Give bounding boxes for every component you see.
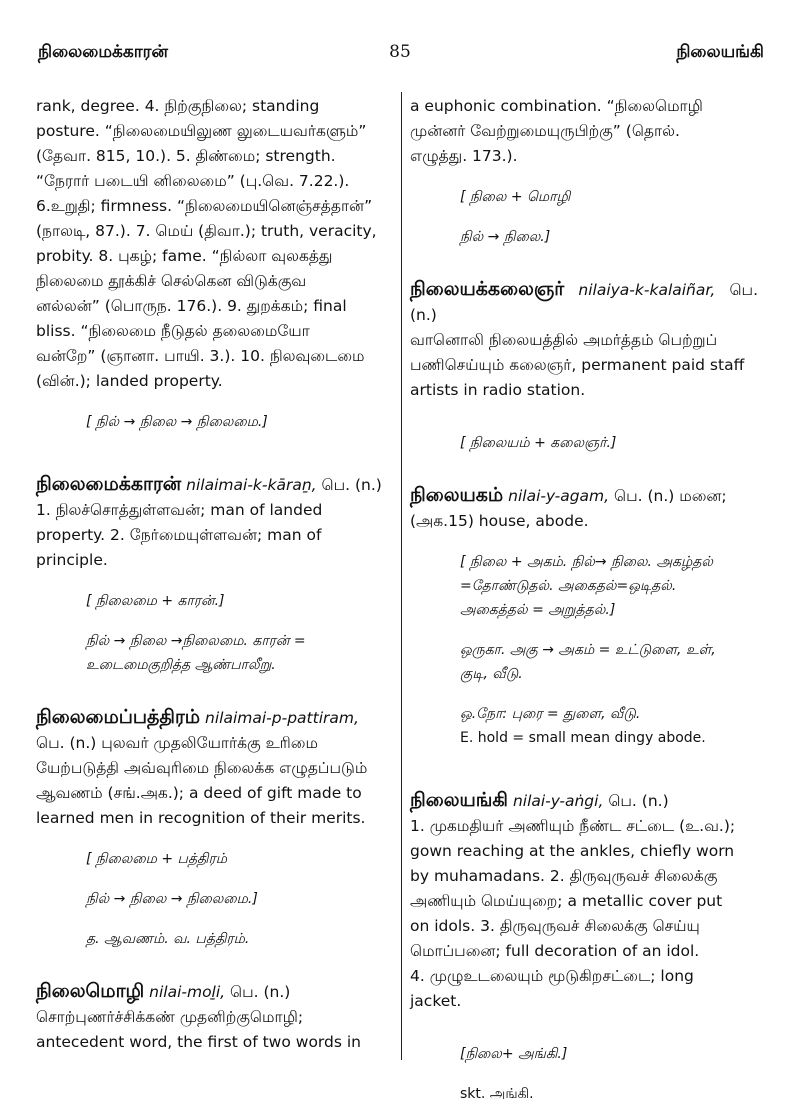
definition-line: வன்றே” (ஞானா. பாயி. 3.). 10. நிலவுடைமை <box>36 347 365 365</box>
definition-line: யேற்படுத்தி அவ்வுரிமை நிலைக்க எழுதப்படும் <box>36 759 368 777</box>
definition-line: a euphonic combination. “நிலைமொழி <box>410 97 703 115</box>
definition-line: முன்னர் வேற்றுமையுருபிற்கு” (தொல். <box>410 122 680 140</box>
part-of-speech: பெ. (n.) <box>410 281 758 324</box>
etymology-note: E. hold = small mean dingy abode. <box>460 730 706 746</box>
definition-line: எழுத்து. 173.). <box>410 147 518 165</box>
definition-line: பணிசெய்யும் கலைஞர், permanent paid staff <box>410 356 745 374</box>
entry-heading <box>36 472 389 498</box>
right-column <box>410 94 758 1106</box>
part-of-speech: பெ. (n.) <box>608 792 669 810</box>
left-column <box>36 94 389 1055</box>
definition-line: ஆவணம் (சங்.அக.); a deed of gift made to <box>36 784 362 802</box>
etymology: [ நிலையம் + கலைஞர்.] <box>460 435 617 451</box>
etymology: [ நிலை + அகம். நில்→ நிலை. அகழ்தல் <box>460 554 713 570</box>
entry-nilaimozhi <box>36 979 389 1055</box>
etymology-note: நில் → நிலை → நிலைமை.] <box>86 891 258 907</box>
definition-line: (வின்.); landed property. <box>36 372 223 390</box>
definition-line: by muhamadans. 2. திருவுருவச் சிலைக்கு <box>410 867 718 885</box>
etymology-note: நில் → நிலை →நிலைமை. காரன் = <box>86 633 306 649</box>
transliteration: nilaimai-p-pattiram, <box>205 709 359 727</box>
headword: நிலையங்கி <box>410 789 508 811</box>
entry-nilaiyangi <box>410 788 758 1106</box>
definition-line: னல்லன்” (பொருந. 176.). 9. துறக்கம்; final <box>36 297 347 315</box>
etymology: [நிலை+ அங்கி.] <box>460 1046 568 1062</box>
definition-line: பெ. (n.) புலவர் முதலியோர்க்கு உரிமை <box>36 734 318 752</box>
part-of-speech: பெ. (n.) <box>230 983 291 1001</box>
definition-line: property. 2. நேர்மையுள்ளவன்; man of <box>36 526 322 544</box>
etymology-note: த. ஆவணம். வ. பத்திரம். <box>86 931 250 947</box>
entry-heading <box>410 277 758 328</box>
transliteration: nilai-y-agam, <box>508 487 610 505</box>
definition-line: “நேரார் படையி னிலைமை” (பு.வெ. 7.22.). <box>36 172 350 190</box>
definition-line: gown reaching at the ankles, chiefly worn <box>410 842 735 860</box>
definition-line: principle. <box>36 551 108 569</box>
part-of-speech: பெ. (n.) <box>321 476 382 494</box>
etymology-note: நில் → நிலை.] <box>460 229 551 245</box>
definition-line: (அக.15) house, abode. <box>410 512 589 530</box>
definition-line: bliss. “நிலைமை நீடுதல் தலைமையோ <box>36 322 310 340</box>
definition-line: 1. முகமதியர் அணியும் நீண்ட சட்டை (உ.வ.); <box>410 817 736 835</box>
header-right-guide-word: நிலையங்கி <box>676 42 764 62</box>
entry-heading <box>36 705 389 731</box>
definition-line: posture. “நிலைமையிலுண லுடையவர்களும்” <box>36 122 367 140</box>
transliteration: nilaiya-k-kalaiñar, <box>578 281 716 299</box>
headword: நிலையக்கலைஞர் <box>410 278 565 300</box>
entry-nilaimaippattiram <box>36 705 389 951</box>
transliteration: nilai-y-aṅgi, <box>512 792 604 810</box>
page-number: 85 <box>389 42 411 62</box>
entry-heading <box>36 979 389 1005</box>
headword: நிலைமொழி <box>36 980 145 1002</box>
definition-line: அணியும் மெய்யுறை; a metallic cover put <box>410 892 723 910</box>
definition-line: rank, degree. 4. நிற்குநிலை; standing <box>36 97 320 115</box>
definition-line: 4. முழுஉடலையும் மூடுகிறசட்டை; long <box>410 967 694 985</box>
definition-line: antecedent word, the first of two words in <box>36 1033 361 1051</box>
transliteration: nilaimai-k-kāraṉ, <box>186 476 317 494</box>
etymology-note: ஒருகா. அகு → அகம் = உட்டுளை, உள், <box>460 642 716 658</box>
definition-line: (தேவா. 815, 10.). 5. திண்மை; strength. <box>36 147 336 165</box>
definition-line: artists in radio station. <box>410 381 586 399</box>
definition-line: jacket. <box>410 992 462 1010</box>
definition-line: நிலைமை தூக்கிச் செல்கென விடுக்குவ <box>36 272 307 290</box>
etymology: [ நிலை + மொழி <box>460 189 571 205</box>
entry-nilaimaikkaran <box>36 472 389 677</box>
entry-nilaiyakkalaignar <box>410 277 758 455</box>
definition-line: (நாலடி, 87.). 7. மெய் (திவா.); truth, veracity, <box>36 222 377 240</box>
definition-line: சொற்புணர்ச்சிக்கண் முதனிற்குமொழி; <box>36 1008 304 1026</box>
definition-line: 6.உறுதி; firmness. “நிலைமையினெஞ்சத்தான்” <box>36 197 373 215</box>
etymology-note: உடைமைகுறித்த ஆண்பாலீறு. <box>86 657 276 673</box>
entry-heading <box>410 483 758 509</box>
headword: நிலையகம் <box>410 484 504 506</box>
etymology: =தோண்டுதல். அகைதல்=ஒடிதல். <box>460 578 677 594</box>
definition-line: probity. 8. புகழ்; fame. “நில்லா வுலகத்து <box>36 247 333 265</box>
definition-line: மொப்பனை; full decoration of an idol. <box>410 942 700 960</box>
etymology-note: ஒ.நோ: புரை = துளை, வீடு. <box>460 706 641 722</box>
definition-line: learned men in recognition of their merits. <box>36 809 366 827</box>
part-of-speech: பெ. (n.) மனை; <box>614 487 727 505</box>
column-divider <box>401 92 402 1060</box>
etymology: [ நிலைமை + பத்திரம் <box>86 851 228 867</box>
entry-nilaiyagam <box>410 483 758 750</box>
etymology-note: குடி, வீடு. <box>460 666 523 682</box>
headword: நிலைமைக்காரன் <box>36 473 182 495</box>
etymology-note: skt. அங்கி. <box>460 1086 534 1102</box>
entry-continuation-nilaimai <box>36 94 389 434</box>
definition-line: on idols. 3. திருவுருவச் சிலைக்கு செய்யு <box>410 917 700 935</box>
header-left-guide-word: நிலைமைக்காரன் <box>38 42 168 62</box>
etymology: [ நிலைமை + காரன்.] <box>86 593 225 609</box>
entry-continuation-nilaimozhi <box>410 94 758 249</box>
entry-heading <box>410 788 758 814</box>
transliteration: nilai-moḻi, <box>149 983 226 1001</box>
etymology: [ நில் → நிலை → நிலைமை.] <box>86 414 268 430</box>
headword: நிலைமைப்பத்திரம் <box>36 706 201 728</box>
definition-line: 1. நிலச்சொத்துள்ளவன்; man of landed <box>36 501 323 519</box>
definition-line: வானொலி நிலையத்தில் அமர்த்தம் பெற்றுப் <box>410 331 718 349</box>
etymology: அகைத்தல் = அறுத்தல்.] <box>460 602 616 618</box>
